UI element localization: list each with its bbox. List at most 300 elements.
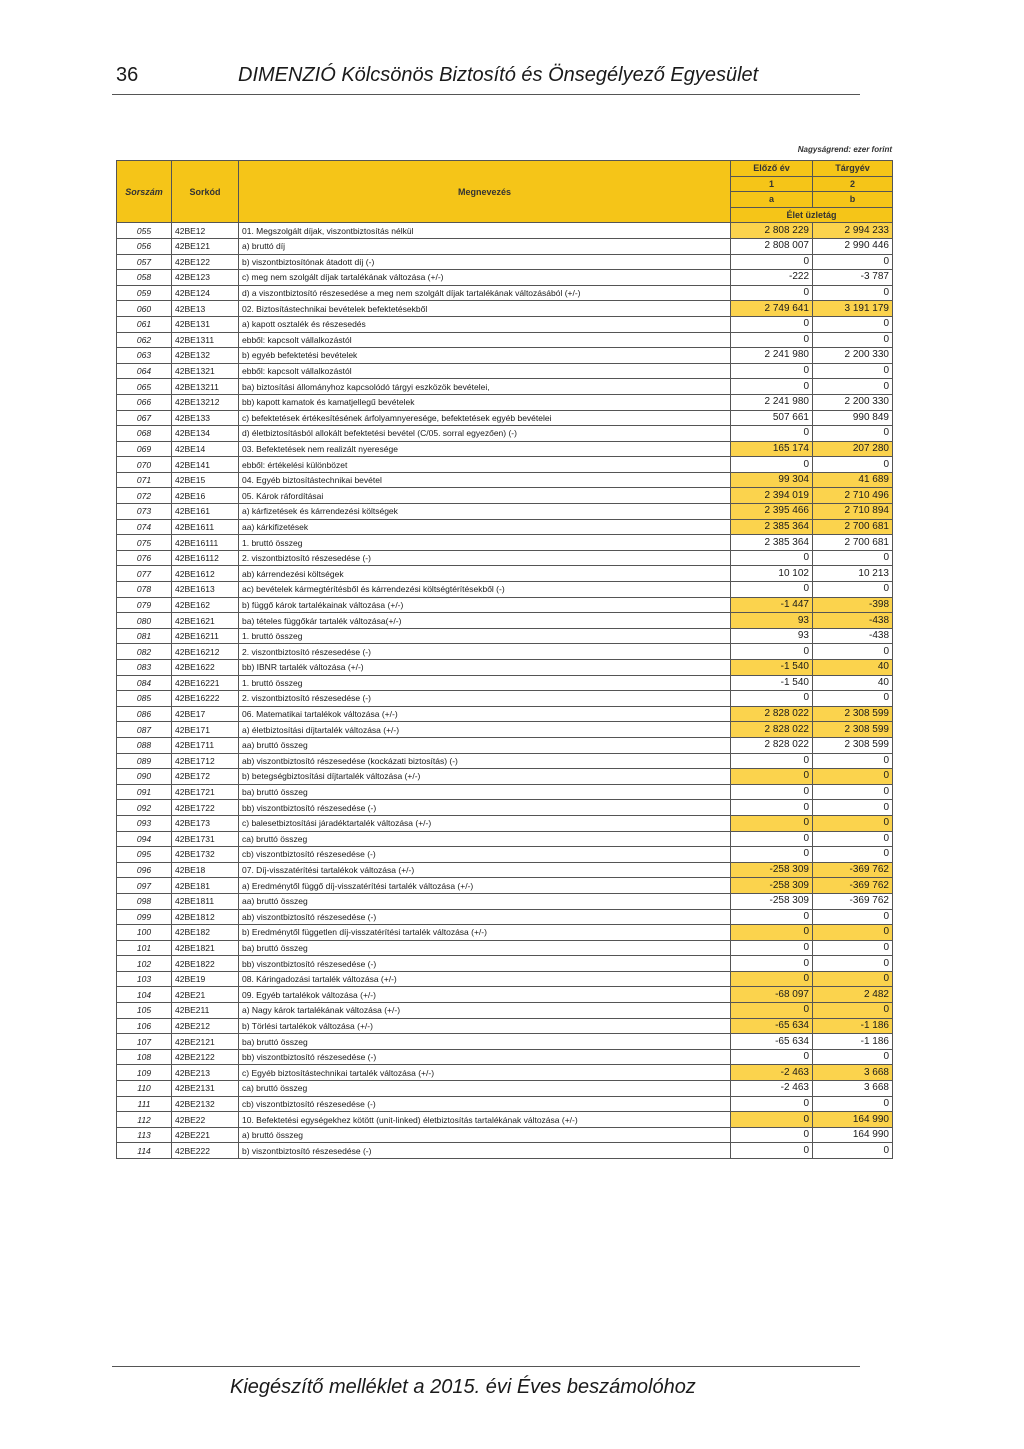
- table-row: [117, 940, 893, 956]
- row-label: ab) kárrendezési költségek: [239, 566, 731, 582]
- row-number: 057: [117, 254, 172, 270]
- row-label: 05. Károk ráfordításai: [239, 488, 731, 504]
- table-row: [117, 753, 893, 769]
- table-row: [117, 1096, 893, 1112]
- row-prev-value: 0: [731, 847, 813, 863]
- table-row: [117, 660, 893, 676]
- row-curr-value: -398: [813, 597, 893, 613]
- row-number: 064: [117, 363, 172, 379]
- table-row: [117, 254, 893, 270]
- table-row: [117, 1065, 893, 1081]
- row-code: 42BE16: [172, 488, 239, 504]
- table-row: [117, 472, 893, 488]
- row-label: d) a viszontbiztosító részesedése a meg nem szolgált díjak tartalékának változásából (+/-): [239, 285, 731, 301]
- table-row: [117, 1049, 893, 1065]
- row-label: a) kárfizetések és kárrendezési költségek: [239, 504, 731, 520]
- row-prev-value: 0: [731, 971, 813, 987]
- row-label: 01. Megszolgált díjak, viszontbiztosítás nélkül: [239, 223, 731, 239]
- row-curr-value: 2 700 681: [813, 519, 893, 535]
- row-prev-value: 165 174: [731, 441, 813, 457]
- row-code: 42BE1621: [172, 613, 239, 629]
- row-curr-value: 2 994 233: [813, 223, 893, 239]
- row-curr-value: -1 186: [813, 1034, 893, 1050]
- row-prev-value: 2 828 022: [731, 722, 813, 738]
- row-number: 055: [117, 223, 172, 239]
- table-row: [117, 987, 893, 1003]
- row-prev-value: 2 394 019: [731, 488, 813, 504]
- row-label: 1. bruttó összeg: [239, 535, 731, 551]
- row-prev-value: 10 102: [731, 566, 813, 582]
- row-prev-value: -65 634: [731, 1018, 813, 1034]
- header-megnevezes: Megnevezés: [239, 161, 731, 223]
- row-code: 42BE1731: [172, 831, 239, 847]
- row-curr-value: -438: [813, 613, 893, 629]
- row-label: ac) bevételek kármegtérítésből és kárrendezési költségtérítésekből (-): [239, 582, 731, 598]
- row-number: 107: [117, 1034, 172, 1050]
- row-number: 082: [117, 644, 172, 660]
- table-row: [117, 301, 893, 317]
- row-curr-value: 0: [813, 426, 893, 442]
- row-curr-value: 0: [813, 909, 893, 925]
- table-row: [117, 1003, 893, 1019]
- row-prev-value: 0: [731, 1049, 813, 1065]
- row-number: 081: [117, 628, 172, 644]
- table-row: [117, 332, 893, 348]
- row-number: 093: [117, 815, 172, 831]
- row-prev-value: 0: [731, 285, 813, 301]
- row-code: 42BE173: [172, 815, 239, 831]
- row-code: 42BE1721: [172, 784, 239, 800]
- table-row: [117, 394, 893, 410]
- table-row: [117, 1018, 893, 1034]
- row-label: ebből: értékelési különbözet: [239, 457, 731, 473]
- row-label: c) Egyéb biztosítástechnikai tartalék változása (+/-): [239, 1065, 731, 1081]
- row-label: a) bruttó összeg: [239, 1127, 731, 1143]
- row-curr-value: 2 990 446: [813, 238, 893, 254]
- row-curr-value: 0: [813, 582, 893, 598]
- table-row: [117, 426, 893, 442]
- row-code: 42BE181: [172, 878, 239, 894]
- row-code: 42BE22: [172, 1112, 239, 1128]
- row-curr-value: 0: [813, 831, 893, 847]
- row-code: 42BE16212: [172, 644, 239, 660]
- row-prev-value: 0: [731, 1112, 813, 1128]
- table-row: [117, 925, 893, 941]
- row-number: 058: [117, 270, 172, 286]
- row-number: 094: [117, 831, 172, 847]
- page-footer-rule: [112, 1366, 860, 1367]
- row-prev-value: -1 540: [731, 675, 813, 691]
- row-number: 078: [117, 582, 172, 598]
- row-code: 42BE16112: [172, 550, 239, 566]
- row-curr-value: 0: [813, 753, 893, 769]
- row-number: 056: [117, 238, 172, 254]
- unit-note: Nagyságrend: ezer forint: [797, 145, 892, 154]
- row-code: 42BE133: [172, 410, 239, 426]
- row-code: 42BE123: [172, 270, 239, 286]
- row-code: 42BE1722: [172, 800, 239, 816]
- row-label: ca) bruttó összeg: [239, 1081, 731, 1097]
- row-number: 068: [117, 426, 172, 442]
- row-code: 42BE161: [172, 504, 239, 520]
- row-code: 42BE124: [172, 285, 239, 301]
- row-code: 42BE2132: [172, 1096, 239, 1112]
- row-label: cb) viszontbiztosító részesedése (-): [239, 1096, 731, 1112]
- table-row: [117, 363, 893, 379]
- row-prev-value: 0: [731, 1127, 813, 1143]
- row-code: 42BE2122: [172, 1049, 239, 1065]
- row-prev-value: 2 385 364: [731, 519, 813, 535]
- table-row: [117, 566, 893, 582]
- row-label: ba) bruttó összeg: [239, 784, 731, 800]
- row-label: ba) biztosítási állományhoz kapcsolódó tárgyi eszközök bevételei,: [239, 379, 731, 395]
- row-code: 42BE132: [172, 348, 239, 364]
- row-number: 101: [117, 940, 172, 956]
- row-label: 06. Matematikai tartalékok változása (+/-): [239, 706, 731, 722]
- row-prev-value: 0: [731, 831, 813, 847]
- row-prev-value: -65 634: [731, 1034, 813, 1050]
- row-code: 42BE1711: [172, 737, 239, 753]
- row-number: 089: [117, 753, 172, 769]
- row-code: 42BE18: [172, 862, 239, 878]
- row-label: a) kapott osztalék és részesedés: [239, 316, 731, 332]
- row-prev-value: 507 661: [731, 410, 813, 426]
- row-code: 42BE12: [172, 223, 239, 239]
- row-prev-value: -222: [731, 270, 813, 286]
- row-curr-value: 0: [813, 956, 893, 972]
- row-curr-value: 0: [813, 1003, 893, 1019]
- row-prev-value: -258 309: [731, 878, 813, 894]
- row-label: cb) viszontbiztosító részesedése (-): [239, 847, 731, 863]
- row-curr-value: 0: [813, 784, 893, 800]
- table-row: [117, 909, 893, 925]
- row-curr-value: 0: [813, 550, 893, 566]
- row-label: b) viszontbiztosítónak átadott díj (-): [239, 254, 731, 270]
- row-prev-value: 99 304: [731, 472, 813, 488]
- row-curr-value: 40: [813, 675, 893, 691]
- row-curr-value: 0: [813, 691, 893, 707]
- row-curr-value: 0: [813, 457, 893, 473]
- row-number: 098: [117, 893, 172, 909]
- row-prev-value: 0: [731, 769, 813, 785]
- row-number: 114: [117, 1143, 172, 1159]
- table-row: [117, 769, 893, 785]
- row-curr-value: 0: [813, 971, 893, 987]
- row-code: 42BE13211: [172, 379, 239, 395]
- row-label: b) Törlési tartalékok változása (+/-): [239, 1018, 731, 1034]
- row-code: 42BE1811: [172, 893, 239, 909]
- row-prev-value: 0: [731, 784, 813, 800]
- row-prev-value: 93: [731, 628, 813, 644]
- row-number: 077: [117, 566, 172, 582]
- row-label: bb) viszontbiztosító részesedése (-): [239, 800, 731, 816]
- row-code: 42BE222: [172, 1143, 239, 1159]
- table-row: [117, 1127, 893, 1143]
- row-curr-value: 3 668: [813, 1065, 893, 1081]
- row-code: 42BE221: [172, 1127, 239, 1143]
- row-prev-value: 2 808 229: [731, 223, 813, 239]
- row-prev-value: 0: [731, 925, 813, 941]
- row-number: 085: [117, 691, 172, 707]
- row-curr-value: 2 308 599: [813, 706, 893, 722]
- row-number: 079: [117, 597, 172, 613]
- table-row: [117, 800, 893, 816]
- row-label: a) bruttó díj: [239, 238, 731, 254]
- row-curr-value: 2 200 330: [813, 348, 893, 364]
- table-row: [117, 410, 893, 426]
- table-row: [117, 691, 893, 707]
- table-row: [117, 675, 893, 691]
- row-curr-value: 164 990: [813, 1127, 893, 1143]
- row-label: 2. viszontbiztosító részesedése (-): [239, 644, 731, 660]
- row-prev-value: 0: [731, 363, 813, 379]
- table-row: [117, 223, 893, 239]
- row-number: 108: [117, 1049, 172, 1065]
- row-prev-value: 2 828 022: [731, 706, 813, 722]
- row-curr-value: -1 186: [813, 1018, 893, 1034]
- row-number: 072: [117, 488, 172, 504]
- row-label: b) Eredménytől független díj-visszatérítési tartalék változása (+/-): [239, 925, 731, 941]
- header-targyev: Tárgyév: [813, 161, 893, 177]
- row-curr-value: -369 762: [813, 878, 893, 894]
- table-row: [117, 550, 893, 566]
- row-prev-value: 2 241 980: [731, 394, 813, 410]
- row-label: 08. Káringadozási tartalék változása (+/-): [239, 971, 731, 987]
- row-number: 083: [117, 660, 172, 676]
- row-prev-value: -68 097: [731, 987, 813, 1003]
- row-prev-value: 0: [731, 940, 813, 956]
- row-number: 110: [117, 1081, 172, 1097]
- row-code: 42BE13: [172, 301, 239, 317]
- row-code: 42BE1812: [172, 909, 239, 925]
- header-col-1: 1: [731, 176, 813, 192]
- row-label: ba) tételes függőkár tartalék változása(+/-): [239, 613, 731, 629]
- row-number: 061: [117, 316, 172, 332]
- row-label: b) egyéb befektetési bevételek: [239, 348, 731, 364]
- row-prev-value: 0: [731, 316, 813, 332]
- row-code: 42BE172: [172, 769, 239, 785]
- row-curr-value: 0: [813, 285, 893, 301]
- row-prev-value: 0: [731, 254, 813, 270]
- row-code: 42BE1311: [172, 332, 239, 348]
- row-curr-value: -369 762: [813, 893, 893, 909]
- row-number: 087: [117, 722, 172, 738]
- table-row: [117, 270, 893, 286]
- row-label: c) befektetések értékesítésének árfolyamnyeresége, befektetések egyéb bevételei: [239, 410, 731, 426]
- row-curr-value: 0: [813, 769, 893, 785]
- row-number: 080: [117, 613, 172, 629]
- row-prev-value: 2 241 980: [731, 348, 813, 364]
- row-prev-value: -2 463: [731, 1081, 813, 1097]
- table-row: [117, 535, 893, 551]
- row-code: 42BE182: [172, 925, 239, 941]
- row-number: 095: [117, 847, 172, 863]
- row-label: b) betegségbiztosítási díjtartalék változása (+/-): [239, 769, 731, 785]
- row-code: 42BE1611: [172, 519, 239, 535]
- row-curr-value: 3 191 179: [813, 301, 893, 317]
- row-curr-value: 40: [813, 660, 893, 676]
- header-elozo-ev: Előző év: [731, 161, 813, 177]
- row-code: 42BE16111: [172, 535, 239, 551]
- row-prev-value: 0: [731, 1003, 813, 1019]
- row-label: d) életbiztosításból allokált befektetési bevétel (C/05. sorral egyezően) (-): [239, 426, 731, 442]
- row-label: bb) kapott kamatok és kamatjellegű bevételek: [239, 394, 731, 410]
- row-number: 065: [117, 379, 172, 395]
- row-number: 104: [117, 987, 172, 1003]
- row-code: 42BE121: [172, 238, 239, 254]
- row-number: 069: [117, 441, 172, 457]
- row-number: 075: [117, 535, 172, 551]
- row-curr-value: 2 710 894: [813, 504, 893, 520]
- row-curr-value: 10 213: [813, 566, 893, 582]
- row-prev-value: 0: [731, 332, 813, 348]
- row-curr-value: 0: [813, 847, 893, 863]
- row-number: 088: [117, 737, 172, 753]
- row-code: 42BE211: [172, 1003, 239, 1019]
- row-code: 42BE21: [172, 987, 239, 1003]
- table-row: [117, 441, 893, 457]
- row-number: 066: [117, 394, 172, 410]
- page-header: [112, 60, 860, 95]
- table-row: [117, 1112, 893, 1128]
- row-label: c) balesetbiztosítási járadéktartalék változása (+/-): [239, 815, 731, 831]
- row-code: 42BE1622: [172, 660, 239, 676]
- row-number: 067: [117, 410, 172, 426]
- footer-text: Kiegészítő melléklet a 2015. évi Éves beszámolóhoz: [230, 1376, 696, 1398]
- header-col-b: b: [813, 192, 893, 208]
- table-row: [117, 862, 893, 878]
- row-curr-value: 2 200 330: [813, 394, 893, 410]
- table-row: [117, 379, 893, 395]
- row-number: 090: [117, 769, 172, 785]
- row-number: 102: [117, 956, 172, 972]
- row-curr-value: 2 710 496: [813, 488, 893, 504]
- table-row: [117, 457, 893, 473]
- row-number: 105: [117, 1003, 172, 1019]
- row-code: 42BE212: [172, 1018, 239, 1034]
- row-label: 2. viszontbiztosító részesedése (-): [239, 550, 731, 566]
- row-label: bb) viszontbiztosító részesedése (-): [239, 956, 731, 972]
- row-code: 42BE171: [172, 722, 239, 738]
- row-code: 42BE1712: [172, 753, 239, 769]
- row-prev-value: 0: [731, 1143, 813, 1159]
- row-label: a) Nagy károk tartalékának változása (+/-): [239, 1003, 731, 1019]
- row-label: 04. Egyéb biztosítástechnikai bevétel: [239, 472, 731, 488]
- row-curr-value: 0: [813, 254, 893, 270]
- row-prev-value: 2 749 641: [731, 301, 813, 317]
- row-curr-value: 2 700 681: [813, 535, 893, 551]
- financial-table: [116, 160, 893, 1159]
- row-number: 099: [117, 909, 172, 925]
- row-curr-value: 207 280: [813, 441, 893, 457]
- row-prev-value: -1 447: [731, 597, 813, 613]
- page-title: DIMENZIÓ Kölcsönös Biztosító és Önsegélyező Egyesület: [238, 64, 759, 86]
- row-code: 42BE1822: [172, 956, 239, 972]
- row-curr-value: 3 668: [813, 1081, 893, 1097]
- row-number: 112: [117, 1112, 172, 1128]
- row-code: 42BE1321: [172, 363, 239, 379]
- row-label: a) Eredménytől függő díj-visszatérítési tartalék változása (+/-): [239, 878, 731, 894]
- row-label: aa) bruttó összeg: [239, 737, 731, 753]
- row-prev-value: -258 309: [731, 893, 813, 909]
- table-row: [117, 519, 893, 535]
- table-row: [117, 878, 893, 894]
- row-code: 42BE2121: [172, 1034, 239, 1050]
- row-label: a) életbiztosítási díjtartalék változása (+/-): [239, 722, 731, 738]
- row-prev-value: -2 463: [731, 1065, 813, 1081]
- table-row: [117, 582, 893, 598]
- row-curr-value: 0: [813, 1049, 893, 1065]
- table-row: [117, 1143, 893, 1159]
- table-row: [117, 1034, 893, 1050]
- row-curr-value: 2 482: [813, 987, 893, 1003]
- row-code: 42BE1612: [172, 566, 239, 582]
- row-code: 42BE1732: [172, 847, 239, 863]
- row-prev-value: 0: [731, 457, 813, 473]
- row-curr-value: 41 689: [813, 472, 893, 488]
- row-prev-value: 0: [731, 426, 813, 442]
- row-prev-value: 0: [731, 800, 813, 816]
- row-code: 42BE213: [172, 1065, 239, 1081]
- row-label: 02. Biztosítástechnikai bevételek befektetésekből: [239, 301, 731, 317]
- row-label: bb) viszontbiztosító részesedése (-): [239, 1049, 731, 1065]
- row-label: 09. Egyéb tartalékok változása (+/-): [239, 987, 731, 1003]
- row-label: 1. bruttó összeg: [239, 628, 731, 644]
- row-label: b) függő károk tartalékainak változása (+/-): [239, 597, 731, 613]
- row-code: 42BE162: [172, 597, 239, 613]
- row-curr-value: 0: [813, 800, 893, 816]
- table-row: [117, 1081, 893, 1097]
- table-row: [117, 644, 893, 660]
- page-number: 36: [116, 64, 139, 86]
- table-row: [117, 722, 893, 738]
- row-label: 10. Befektetési egységekhez kötött (unit-linked) életbiztosítás tartalékának változása (+/-): [239, 1112, 731, 1128]
- row-curr-value: 0: [813, 1096, 893, 1112]
- row-code: 42BE1821: [172, 940, 239, 956]
- row-curr-value: 2 308 599: [813, 722, 893, 738]
- row-prev-value: -1 540: [731, 660, 813, 676]
- row-code: 42BE131: [172, 316, 239, 332]
- row-number: 076: [117, 550, 172, 566]
- table-row: [117, 285, 893, 301]
- row-code: 42BE17: [172, 706, 239, 722]
- row-prev-value: -258 309: [731, 862, 813, 878]
- row-curr-value: -369 762: [813, 862, 893, 878]
- row-label: ca) bruttó összeg: [239, 831, 731, 847]
- row-prev-value: 0: [731, 379, 813, 395]
- row-number: 060: [117, 301, 172, 317]
- row-number: 103: [117, 971, 172, 987]
- table-row: [117, 316, 893, 332]
- row-code: 42BE19: [172, 971, 239, 987]
- table-row: [117, 628, 893, 644]
- row-label: ba) bruttó összeg: [239, 1034, 731, 1050]
- row-label: 2. viszontbiztosító részesedése (-): [239, 691, 731, 707]
- row-number: 059: [117, 285, 172, 301]
- row-code: 42BE16222: [172, 691, 239, 707]
- row-code: 42BE1613: [172, 582, 239, 598]
- row-curr-value: 0: [813, 316, 893, 332]
- table-row: [117, 706, 893, 722]
- row-curr-value: 990 849: [813, 410, 893, 426]
- row-label: 1. bruttó összeg: [239, 675, 731, 691]
- row-number: 086: [117, 706, 172, 722]
- row-code: 42BE14: [172, 441, 239, 457]
- row-number: 063: [117, 348, 172, 364]
- table-row: [117, 971, 893, 987]
- row-number: 074: [117, 519, 172, 535]
- row-number: 070: [117, 457, 172, 473]
